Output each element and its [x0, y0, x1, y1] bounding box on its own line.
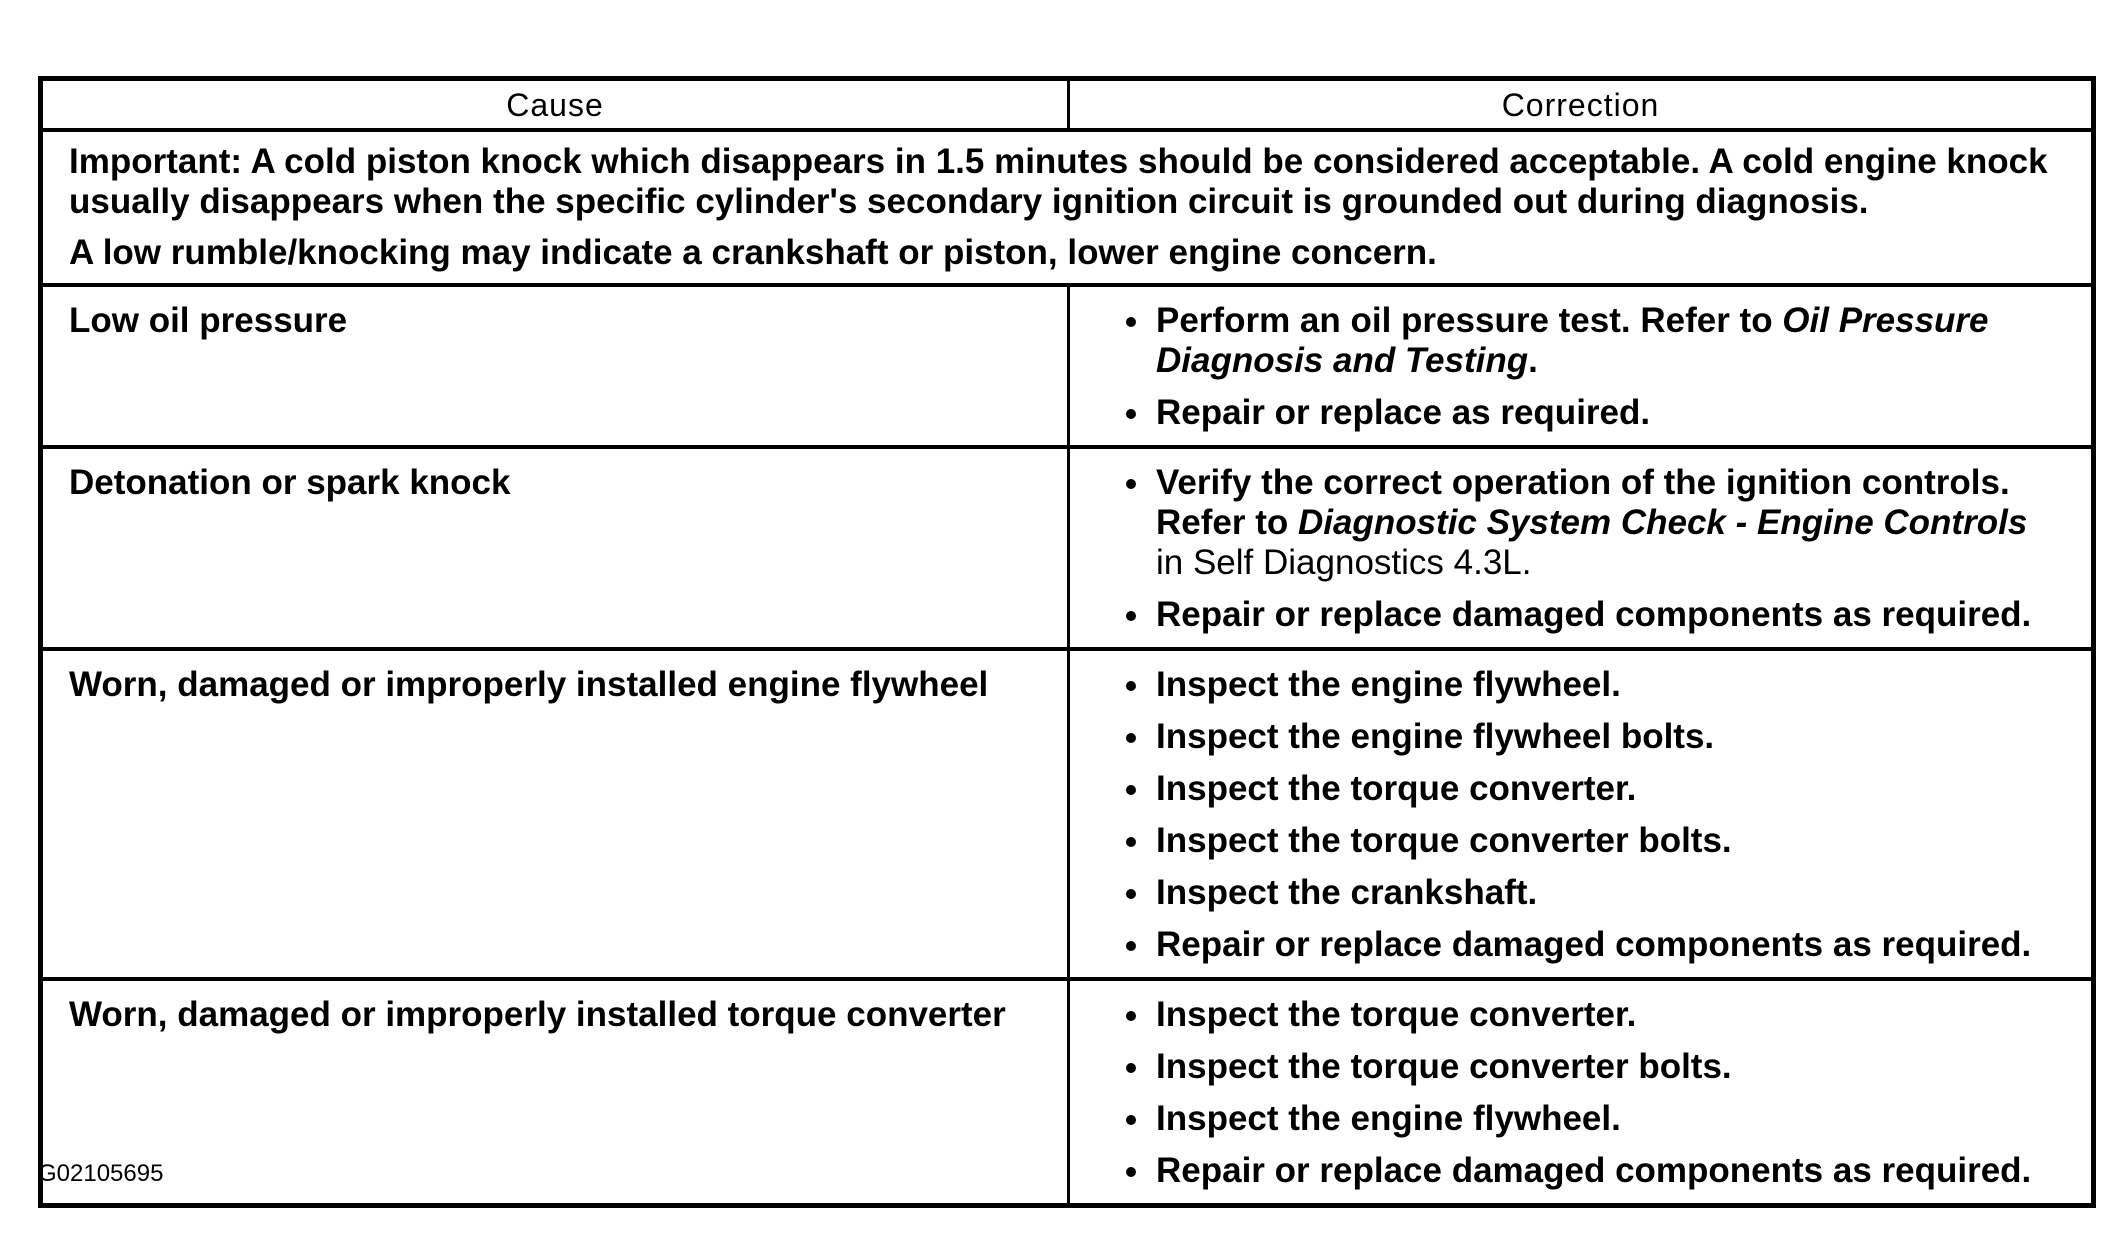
list-item: Inspect the torque converter. — [1120, 995, 2071, 1035]
item-text: Perform an oil pressure test. Refer to — [1156, 301, 1783, 340]
list-item — [1120, 301, 2071, 381]
cause-text: Low oil pressure — [69, 301, 348, 340]
cause-cell — [43, 981, 1070, 1203]
cause-cell — [43, 449, 1070, 647]
cause-text: Detonation or spark knock — [69, 463, 511, 502]
item-text-end: in Self Diagnostics 4.3L. — [1156, 543, 1532, 582]
correction-cell — [1070, 981, 2091, 1203]
important-note-row — [43, 128, 2091, 283]
table-row — [43, 445, 2091, 647]
correction-list — [1120, 463, 2071, 635]
reference-link[interactable]: Diagnostic System Check - Engine Controls — [1297, 503, 2028, 542]
header-correction: Correction — [1501, 87, 1660, 123]
note-paragraph-1 — [69, 142, 2067, 222]
list-item: Repair or replace as required. — [1120, 393, 2071, 433]
list-item: Repair or replace damaged components as required. — [1120, 595, 2071, 635]
note-label: Important: — [69, 142, 243, 181]
correction-list — [1120, 301, 2071, 433]
list-item: Repair or replace damaged components as required. — [1120, 925, 2071, 965]
item-text: Verify the correct operation of the ignition controls. Refer to — [1156, 463, 2010, 542]
note-text-1: A cold piston knock which disappears in 1.5 minutes should be considered acceptable. A cold engine knock usually disappears when the specific cylinder's secondary ignition circuit is grounded out during diagnosis. — [69, 142, 2048, 221]
header-cause: Cause — [43, 81, 1070, 128]
list-item: Inspect the torque converter bolts. — [1120, 1047, 2071, 1087]
important-note — [43, 132, 2091, 283]
list-item: Inspect the engine flywheel. — [1120, 665, 2071, 705]
cause-text: Worn, damaged or improperly installed torque converter — [69, 995, 1006, 1034]
list-item: Inspect the torque converter. — [1120, 769, 2071, 809]
correction-list — [1120, 665, 2071, 965]
list-item: Inspect the crankshaft. — [1120, 873, 2071, 913]
note-paragraph-2: A low rumble/knocking may indicate a crankshaft or piston, lower engine concern. — [69, 233, 1437, 272]
table-row — [43, 647, 2091, 977]
cause-cell — [43, 287, 1070, 445]
table-row — [43, 283, 2091, 445]
correction-cell — [1070, 449, 2091, 647]
cause-text: Worn, damaged or improperly installed engine flywheel — [69, 665, 989, 704]
cause-correction-table — [38, 76, 2096, 1208]
list-item: Inspect the engine flywheel bolts. — [1120, 717, 2071, 757]
list-item: Repair or replace damaged components as required. — [1120, 1151, 2071, 1191]
correction-list — [1120, 995, 2071, 1191]
cause-cell — [43, 651, 1070, 977]
table-header-row — [43, 81, 2091, 128]
list-item: Inspect the engine flywheel. — [1120, 1099, 2071, 1139]
figure-id: G02105695 — [38, 1160, 164, 1187]
table-row — [43, 977, 2091, 1203]
reference-link[interactable]: Oil Pressure Diagnosis and Testing — [1156, 301, 1989, 380]
item-text-end: . — [1528, 341, 1538, 380]
list-item: Inspect the torque converter bolts. — [1120, 821, 2071, 861]
correction-cell — [1070, 651, 2091, 977]
correction-cell — [1070, 287, 2091, 445]
list-item — [1120, 463, 2071, 583]
